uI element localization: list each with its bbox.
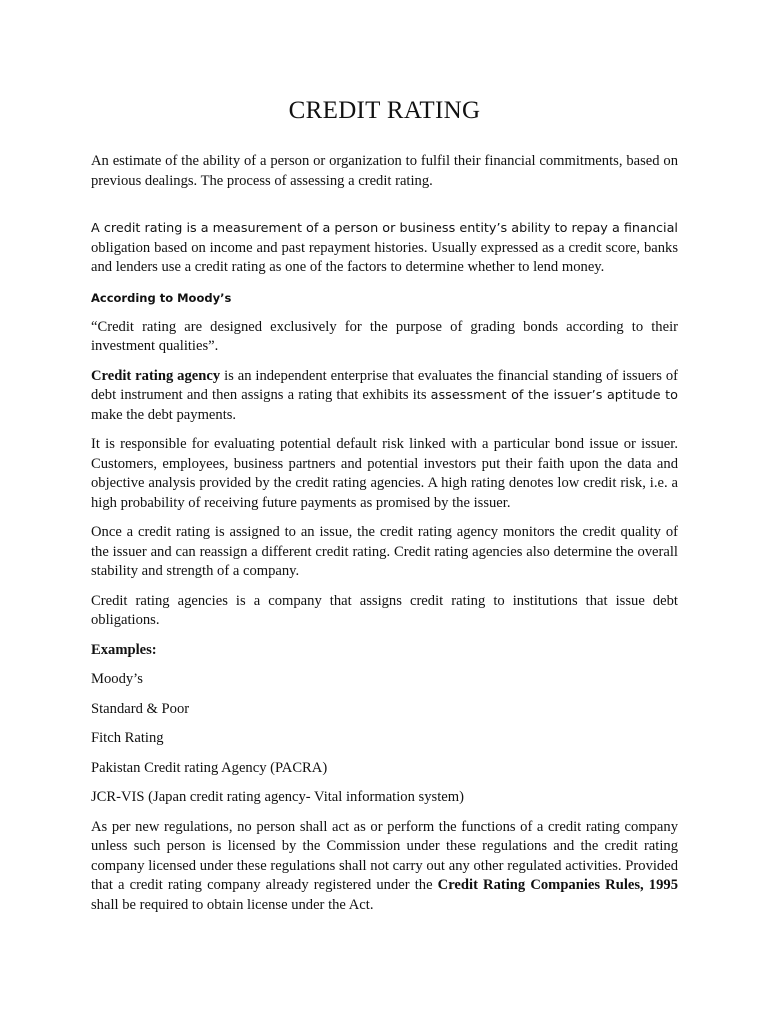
examples-heading: Examples: (91, 641, 157, 658)
moodys-heading: According to Moody’s (91, 290, 232, 305)
definition-paragraph (91, 219, 678, 278)
moodys-quote: “Credit rating are designed exclusively for the purpose of grading bonds according to their investment qualities”. (91, 318, 678, 354)
monitoring-paragraph: Once a credit rating is assigned to an issue, the credit rating agency monitors the credit quality of the issuer and can reassign a different credit rating. Credit rating agencies also determine the overall stability and strength of a company. (91, 524, 678, 579)
agency-text-2: make the debt payments. (91, 406, 237, 423)
example-item: Fitch Rating (91, 730, 164, 746)
definition-rest-text: obligation based on income and past repayment histories. Usually expressed as a credit score, banks and lenders use a credit rating as one of the factors to determine whether to lend money. (91, 239, 678, 275)
agencies-definition-paragraph: Credit rating agencies is a company that assigns credit rating to institutions that issue debt obligations. (91, 592, 678, 628)
regulations-paragraph (91, 818, 678, 916)
regulations-text-2: shall be required to obtain license under the Act. (91, 896, 374, 913)
example-item: JCR-VIS (Japan credit rating agency- Vital information system) (91, 789, 464, 805)
example-item: Standard & Poor (91, 700, 190, 717)
agency-text-1: is an independent enterprise that evaluates the financial standing of issuers of debt instrument and then assigns a rating that exhibits its (91, 367, 678, 403)
agency-paragraph (91, 367, 678, 426)
agency-sans-text: assessment of the issuer’s aptitude to (430, 388, 679, 403)
agency-bold-term: Credit rating agency (91, 367, 221, 384)
responsibility-paragraph: It is responsible for evaluating potential default risk linked with a particular bond issue or issuer. Customers, employees, business partners and potential investors put their faith upon the data and objective analysis provided by the credit rating agencies. A high rating denotes low credit risk, i.e. a high probability of receiving future payments as promised by the issuer. (91, 436, 678, 511)
example-item: Moody’s (91, 671, 143, 687)
definition-sans-text: A credit rating is a measurement of a person or business entity’s ability to repay a financial (91, 221, 678, 236)
document-title: CREDIT RATING (288, 97, 481, 124)
regulations-text-1: As per new regulations, no person shall act as or perform the functions of a credit rating company unless such person is licensed by the Commission under these regulations and the credit rating company licensed under these regulations shall not carry out any other regulated activities. Provided that a credit rating company already registered under the (91, 818, 678, 893)
regulations-bold-term: Credit Rating Companies Rules, 1995 (437, 877, 678, 893)
intro-paragraph: An estimate of the ability of a person or organization to fulfil their financial commitments, based on previous dealings. The process of assessing a credit rating. (91, 153, 678, 189)
example-item: Pakistan Credit rating Agency (PACRA) (91, 759, 328, 776)
